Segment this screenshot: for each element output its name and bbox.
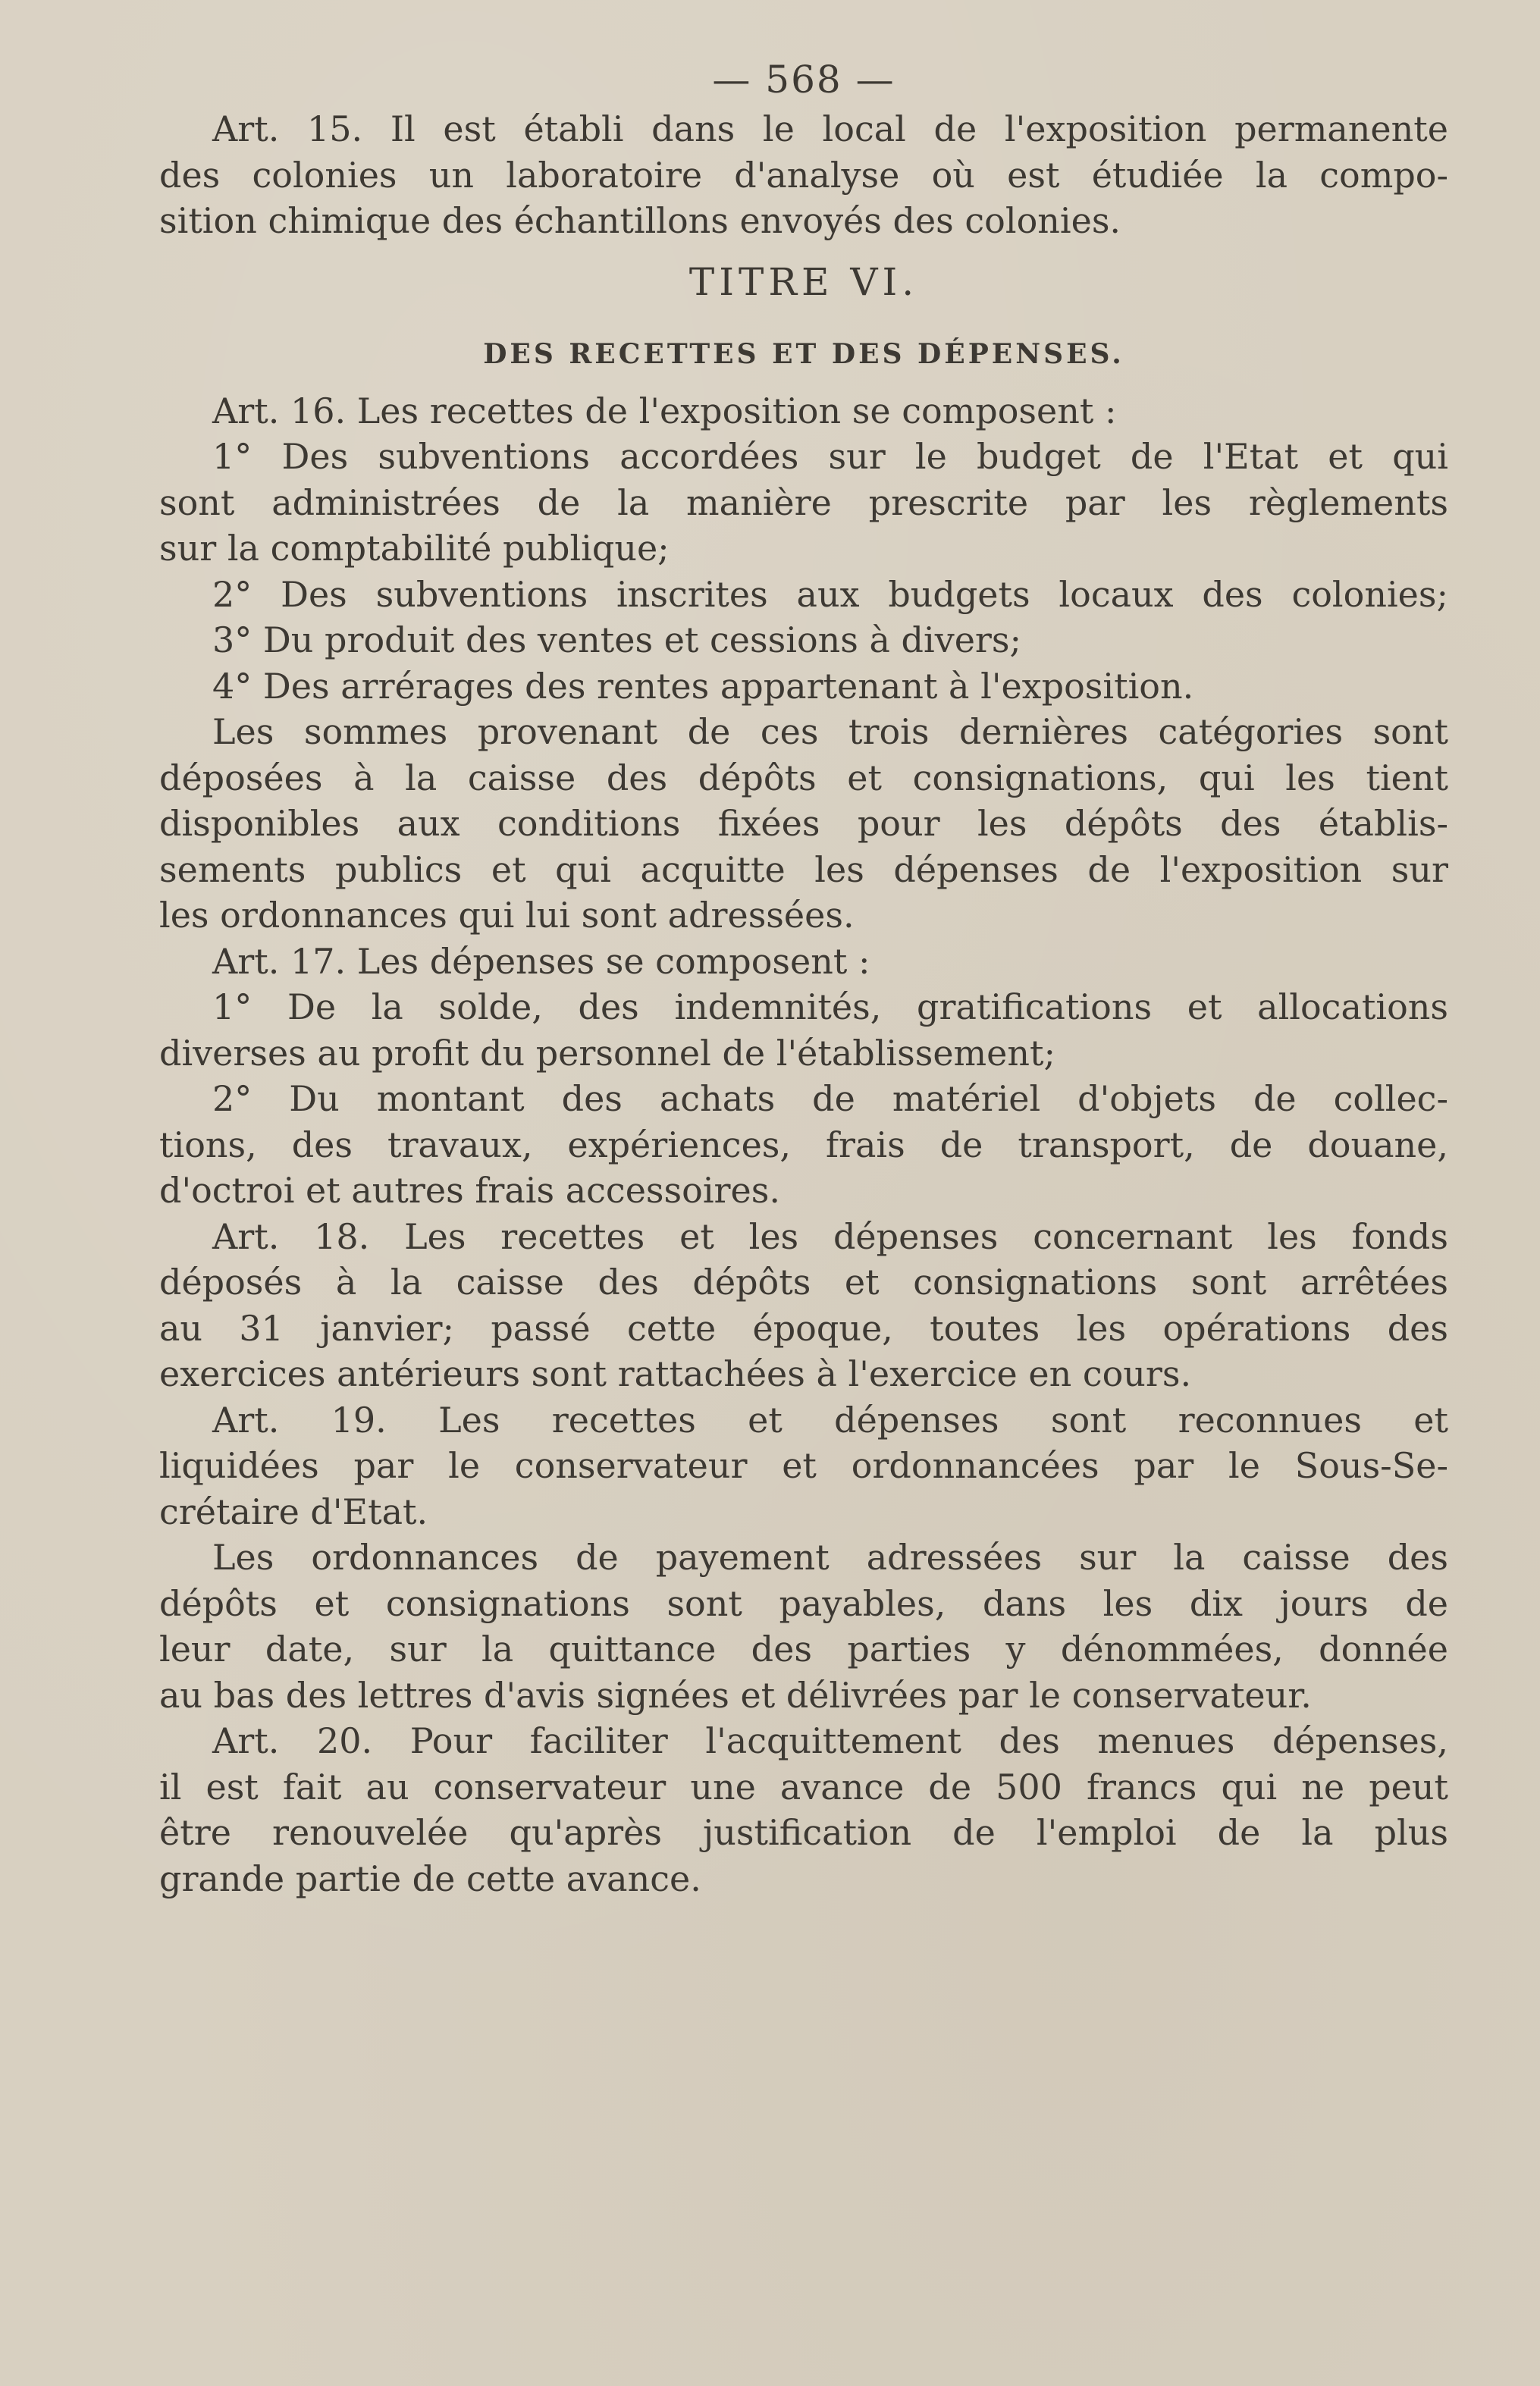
article-20 bbox=[159, 1718, 1448, 1902]
text-line: 1° Des subventions accordées sur le budget de l'Etat et qui bbox=[212, 436, 1448, 477]
text-line: Art. 19. Les recettes et dépenses sont reconnues et bbox=[212, 1399, 1448, 1441]
text-line: Les sommes provenant de ces trois dernières catégories sont bbox=[212, 711, 1448, 752]
text-block bbox=[159, 53, 1448, 1902]
section-subtitle: DES RECETTES ET DES DÉPENSES. bbox=[483, 337, 1124, 370]
text-line: Art. 18. Les recettes et les dépenses concernant les fonds bbox=[212, 1215, 1448, 1257]
text-line: exercices antérieurs sont rattachées à l'exercice en cours. bbox=[159, 1353, 1192, 1394]
text-line: des colonies un laboratoire d'analyse où est étudiée la compo- bbox=[159, 154, 1448, 196]
section-title: TITRE VI. bbox=[688, 259, 919, 304]
text-line: sition chimique des échantillons envoyés des colonies. bbox=[159, 200, 1121, 241]
text-line: il est fait au conservateur une avance de 500 francs qui ne peut bbox=[159, 1766, 1448, 1808]
text-line: d'octroi et autres frais accessoires. bbox=[159, 1170, 780, 1211]
text-line: au bas des lettres d'avis signées et délivrées par le conservateur. bbox=[159, 1674, 1312, 1716]
text-line: au 31 janvier; passé cette époque, toutes les opérations des bbox=[159, 1307, 1448, 1349]
article-18 bbox=[159, 1214, 1448, 1397]
article-19 bbox=[159, 1397, 1448, 1719]
text-line: 1° De la solde, des indemnités, gratifications et allocations bbox=[212, 986, 1448, 1027]
text-line: crétaire d'Etat. bbox=[159, 1491, 428, 1532]
text-line: déposés à la caisse des dépôts et consignations sont arrêtées bbox=[159, 1262, 1448, 1303]
text-line: liquidées par le conservateur et ordonnancées par le Sous-Se- bbox=[159, 1445, 1448, 1486]
article-16 bbox=[159, 388, 1448, 939]
text-line: Art. 17. Les dépenses se composent : bbox=[212, 940, 870, 982]
text-line: dépôts et consignations sont payables, dans les dix jours de bbox=[159, 1582, 1448, 1624]
text-line: 4° Des arrérages des rentes appartenant à l'exposition. bbox=[212, 665, 1194, 707]
text-line: déposées à la caisse des dépôts et consignations, qui les tient bbox=[159, 757, 1448, 798]
text-line: 2° Des subventions inscrites aux budgets locaux des colonies; bbox=[212, 573, 1448, 615]
text-line: 3° Du produit des ventes et cessions à divers; bbox=[212, 619, 1022, 660]
page-number: — 568 — bbox=[712, 58, 895, 102]
text-line: Art. 15. Il est établi dans le local de l'exposition permanente bbox=[212, 108, 1448, 149]
text-line: sont administrées de la manière prescrite par les règlements bbox=[159, 481, 1448, 523]
text-line: grande partie de cette avance. bbox=[159, 1858, 701, 1899]
text-line: sements publics et qui acquitte les dépenses de l'exposition sur bbox=[159, 848, 1448, 890]
text-line: Les ordonnances de payement adressées sur la caisse des bbox=[212, 1537, 1448, 1578]
text-line: sur la comptabilité publique; bbox=[159, 528, 670, 569]
text-line: leur date, sur la quittance des parties y dénommées, donnée bbox=[159, 1629, 1448, 1670]
text-line: 2° Du montant des achats de matériel d'objets de collec- bbox=[212, 1078, 1448, 1119]
text-line: les ordonnances qui lui sont adressées. bbox=[159, 895, 855, 936]
article-17 bbox=[159, 939, 1448, 1214]
text-line: Art. 20. Pour faciliter l'acquittement des menues dépenses, bbox=[212, 1720, 1448, 1761]
article-15 bbox=[159, 106, 1448, 244]
text-line: tions, des travaux, expériences, frais de transport, de douane, bbox=[159, 1124, 1448, 1165]
text-line: Art. 16. Les recettes de l'exposition se composent : bbox=[212, 390, 1117, 431]
text-line: disponibles aux conditions fixées pour les dépôts des établis- bbox=[159, 803, 1448, 844]
text-line: diverses au profit du personnel de l'établissement; bbox=[159, 1032, 1056, 1074]
text-line: être renouvelée qu'après justification de l'emploi de la plus bbox=[159, 1812, 1448, 1853]
